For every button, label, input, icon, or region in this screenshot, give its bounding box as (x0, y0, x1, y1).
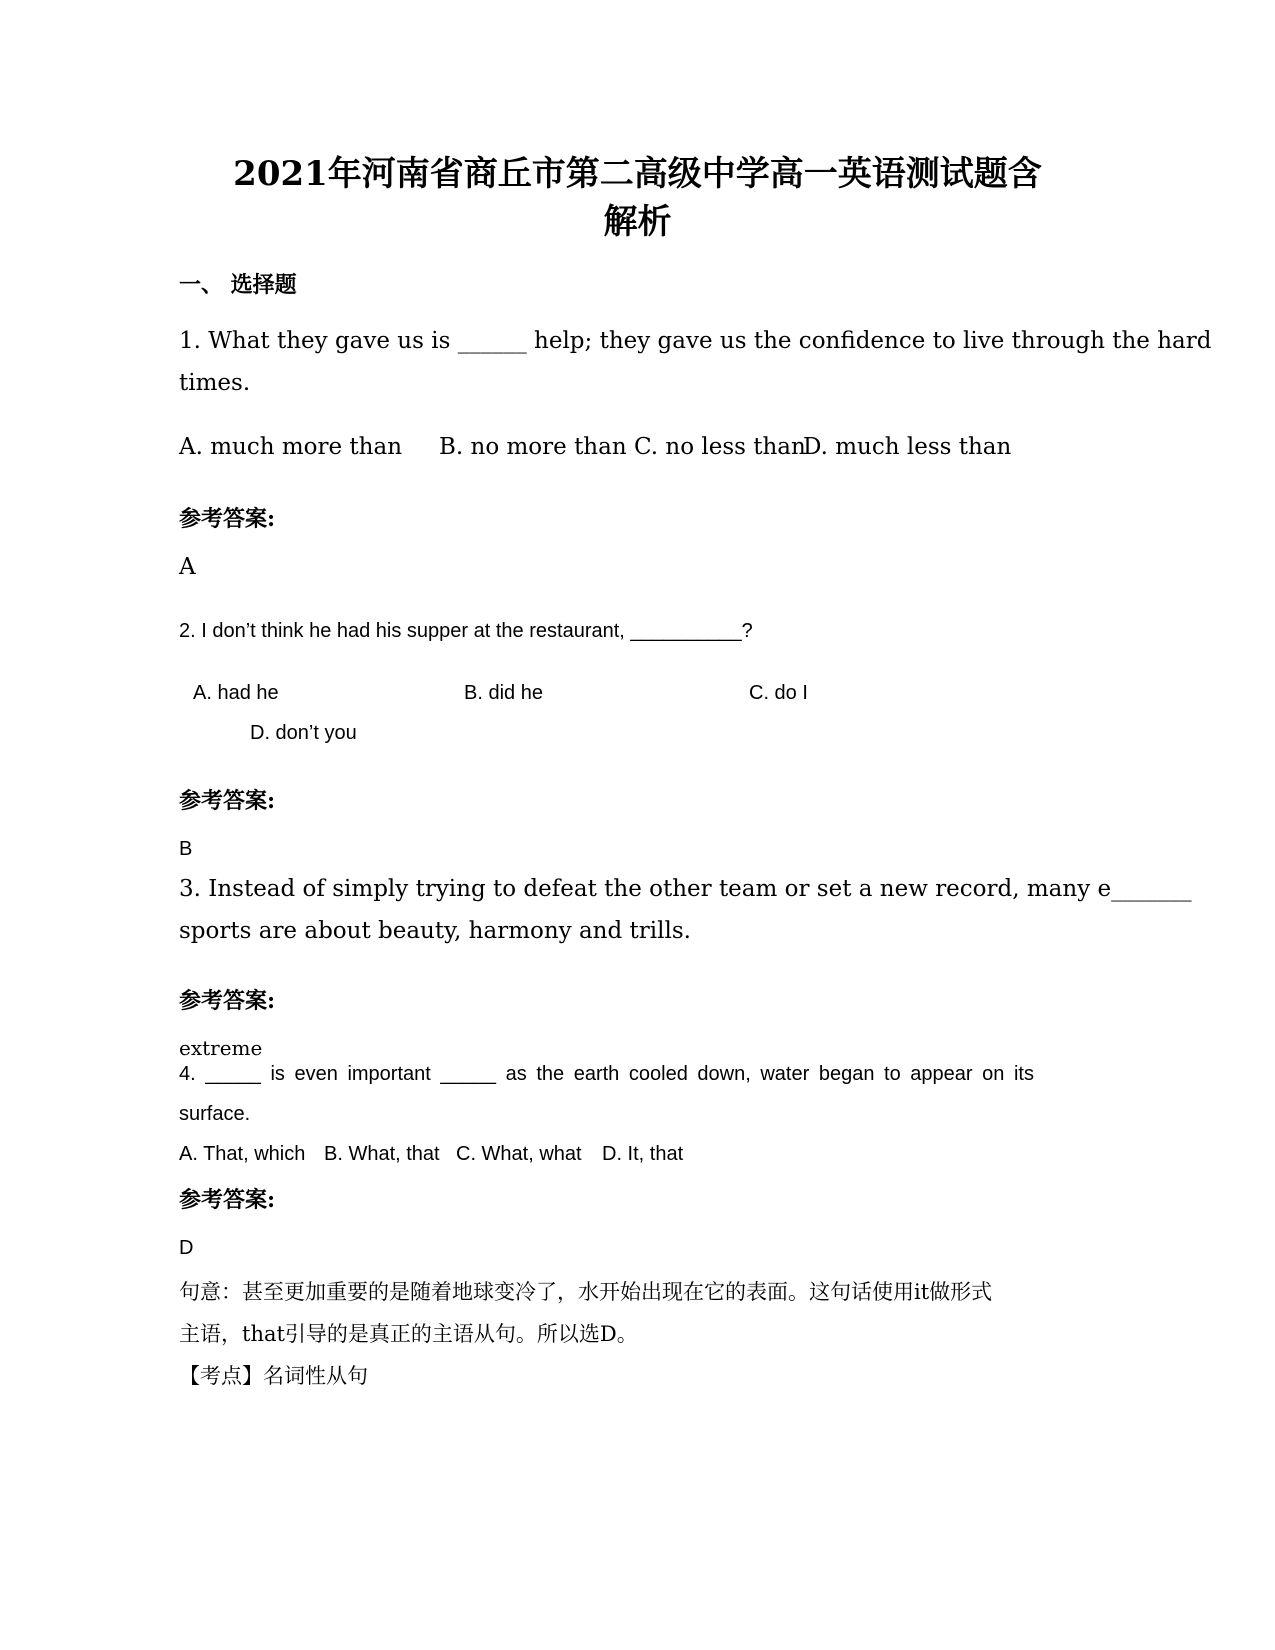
question-3-line2: sports are about beauty, harmony and trills. (179, 918, 691, 944)
question-1-text-after: help; they gave us the confidence to live through the hard (534, 328, 1212, 354)
question-2-option-d: D. don’t you (250, 722, 357, 744)
q4-word: to (884, 1063, 901, 1085)
q4-word: water (760, 1063, 810, 1085)
q4-word: began (818, 1063, 875, 1085)
q4-word: important (347, 1063, 431, 1085)
q4-word: the (536, 1063, 565, 1085)
q4-word: as (505, 1063, 527, 1085)
question-2-option-c: C. do I (749, 682, 808, 704)
document-title-line1: 2021年河南省商丘市第二高级中学高一英语测试题含 (233, 154, 1042, 194)
explanation-line2: 主语，that引导的是真正的主语从句。所以选D。 (179, 1322, 638, 1346)
q4-word: on (982, 1063, 1005, 1085)
question-2-text: 2. I don’t think he had his supper at the restaurant, __________? (179, 620, 753, 642)
q4-blank-1: _____ (205, 1063, 261, 1085)
answer-label-3: 参考答案: (179, 988, 276, 1014)
knowledge-point: 【考点】名词性从句 (179, 1364, 368, 1388)
q4-word: even (294, 1063, 338, 1085)
q4-word: appear (910, 1063, 973, 1085)
question-4-option-d: D. It, that (602, 1143, 684, 1165)
question-1-option-a: A. much more than (179, 434, 403, 460)
question-1-blank: ______ (457, 328, 527, 354)
question-1-text-before: 1. What they gave us is (179, 328, 451, 354)
q4-word: 4. (179, 1063, 196, 1085)
question-1-option-d: D. much less than (803, 434, 1012, 460)
answer-3: extreme (179, 1036, 263, 1060)
q4-blank-2: _____ (440, 1063, 497, 1085)
q4-word: cooled (628, 1063, 688, 1085)
question-1-option-b: B. no more than (439, 434, 627, 460)
question-4-line2: surface. (179, 1103, 251, 1125)
question-4-option-b: B. What, that (324, 1143, 440, 1165)
question-4-option-c: C. What, what (456, 1143, 582, 1165)
answer-label-4: 参考答案: (179, 1187, 276, 1213)
answer-4: D (179, 1237, 194, 1259)
question-2-option-b: B. did he (464, 682, 543, 704)
question-1-option-c: C. no less than (634, 434, 806, 460)
answer-label-2: 参考答案: (179, 788, 276, 814)
answer-1: A (179, 554, 196, 580)
question-1-line1 (179, 328, 1211, 354)
question-2-option-a: A. had he (193, 682, 279, 704)
answer-label-1: 参考答案: (179, 506, 276, 532)
question-4-line1 (179, 1063, 1034, 1086)
q4-word: down, (697, 1063, 751, 1085)
question-3-line1: 3. Instead of simply trying to defeat the other team or set a new record, many e_______ (179, 876, 1192, 902)
section-heading: 一、 选择题 (179, 272, 297, 298)
q4-word: earth (573, 1063, 620, 1085)
question-4-option-a: A. That, which (179, 1143, 306, 1165)
document-title-line2: 解析 (603, 202, 672, 242)
answer-2: B (179, 838, 193, 860)
q4-word: its (1013, 1063, 1034, 1085)
q4-word: is (270, 1063, 285, 1085)
explanation-line1: 句意：甚至更加重要的是随着地球变冷了，水开始出现在它的表面。这句话使用it做形式 (179, 1280, 993, 1304)
question-1-line2: times. (179, 370, 251, 396)
